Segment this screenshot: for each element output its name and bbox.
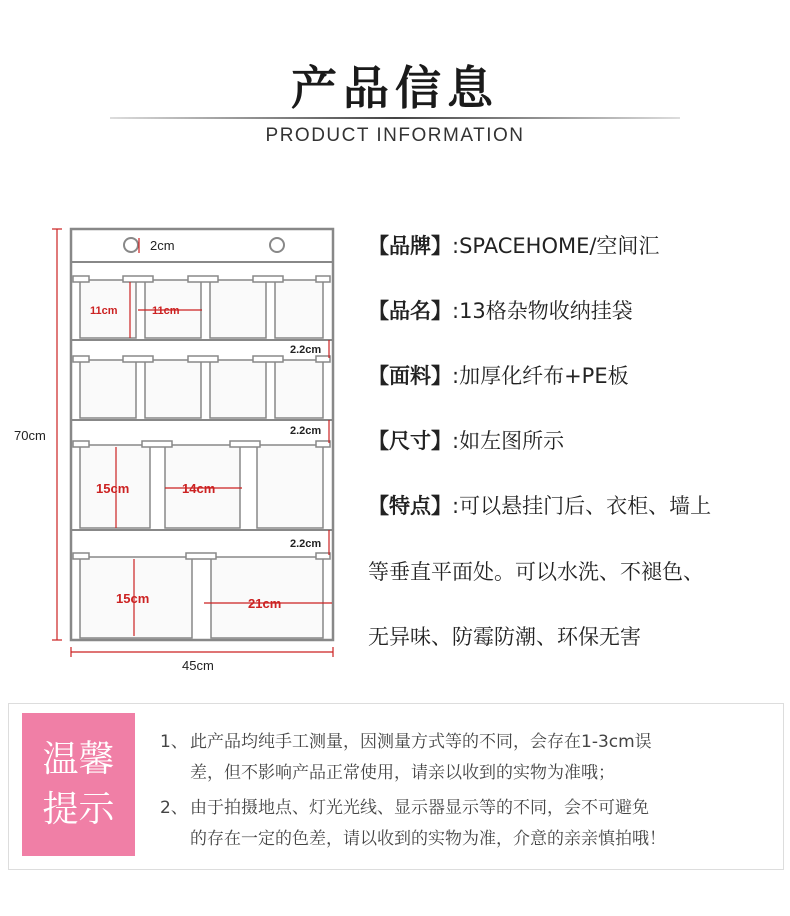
info-brand xyxy=(368,230,659,260)
info-product-name xyxy=(368,295,633,325)
info-features-line-2: 等垂直平面处。可以水洗、不褪色、 xyxy=(368,560,704,584)
info-features-key: 【特点】 xyxy=(368,494,452,518)
tips-badge xyxy=(22,713,135,856)
page-title: 产品信息 xyxy=(291,61,499,115)
dim-big-pocket-height: 15cm xyxy=(116,591,150,606)
dim-gap-2: 2.2cm xyxy=(290,425,322,437)
dim-small-pocket-height: 11cm xyxy=(90,305,118,317)
info-fabric xyxy=(368,360,629,390)
tip-2-line-1: 由于拍摄地点、灯光光线、显示器显示等的不同，会不可避免 xyxy=(190,798,649,818)
info-product-name-value: :13格杂物收纳挂袋 xyxy=(452,299,633,323)
dim-mid-pocket-width: 14cm xyxy=(182,481,216,496)
tips-badge-line-1: 温馨 xyxy=(42,738,115,780)
info-size-key: 【尺寸】 xyxy=(368,429,452,453)
tip-item-1 xyxy=(160,727,652,789)
info-size-value: :如左图所示 xyxy=(452,429,565,453)
info-features xyxy=(368,490,711,520)
info-brand-value: :SPACEHOME/空间汇 xyxy=(452,234,660,258)
info-size xyxy=(368,425,564,455)
tip-1-line-1: 此产品均纯手工测量，因测量方式等的不同，会存在1-3cm误 xyxy=(190,732,652,752)
hanging-hole-right xyxy=(270,238,284,252)
tip-1-number: 1、 xyxy=(160,732,188,752)
hanging-hole-left xyxy=(124,238,138,252)
tips-badge-line-2: 提示 xyxy=(42,788,115,830)
info-fabric-value: :加厚化纤布+PE板 xyxy=(452,364,629,388)
tip-item-2 xyxy=(160,793,666,855)
dim-small-pocket-width: 11cm xyxy=(152,305,180,317)
info-features-line-3: 无异味、防霉防潮、环保无害 xyxy=(368,625,641,649)
info-brand-key: 【品牌】 xyxy=(368,234,452,258)
dim-total-height-label: 70cm xyxy=(14,428,46,443)
page-subtitle: PRODUCT INFORMATION xyxy=(265,125,525,146)
dim-gap-3: 2.2cm xyxy=(290,538,322,550)
dim-total-width-label: 45cm xyxy=(182,658,214,673)
dim-mid-pocket-height: 15cm xyxy=(96,481,130,496)
dim-big-pocket-width: 21cm xyxy=(248,596,282,611)
info-features-value: :可以悬挂门后、衣柜、墙上 xyxy=(452,494,712,518)
tip-2-number: 2、 xyxy=(160,798,188,818)
dim-hole-label: 2cm xyxy=(150,238,175,253)
info-product-name-key: 【品名】 xyxy=(368,299,452,323)
info-fabric-key: 【面料】 xyxy=(368,364,452,388)
product-diagram xyxy=(0,0,360,690)
tip-2-line-2: 的存在一定的色差，请以收到的实物为准，介意的亲亲慎拍哦！ xyxy=(190,829,666,849)
tip-1-line-2: 差，但不影响产品正常使用，请亲以收到的实物为准哦； xyxy=(190,763,615,783)
dim-gap-1: 2.2cm xyxy=(290,344,322,356)
